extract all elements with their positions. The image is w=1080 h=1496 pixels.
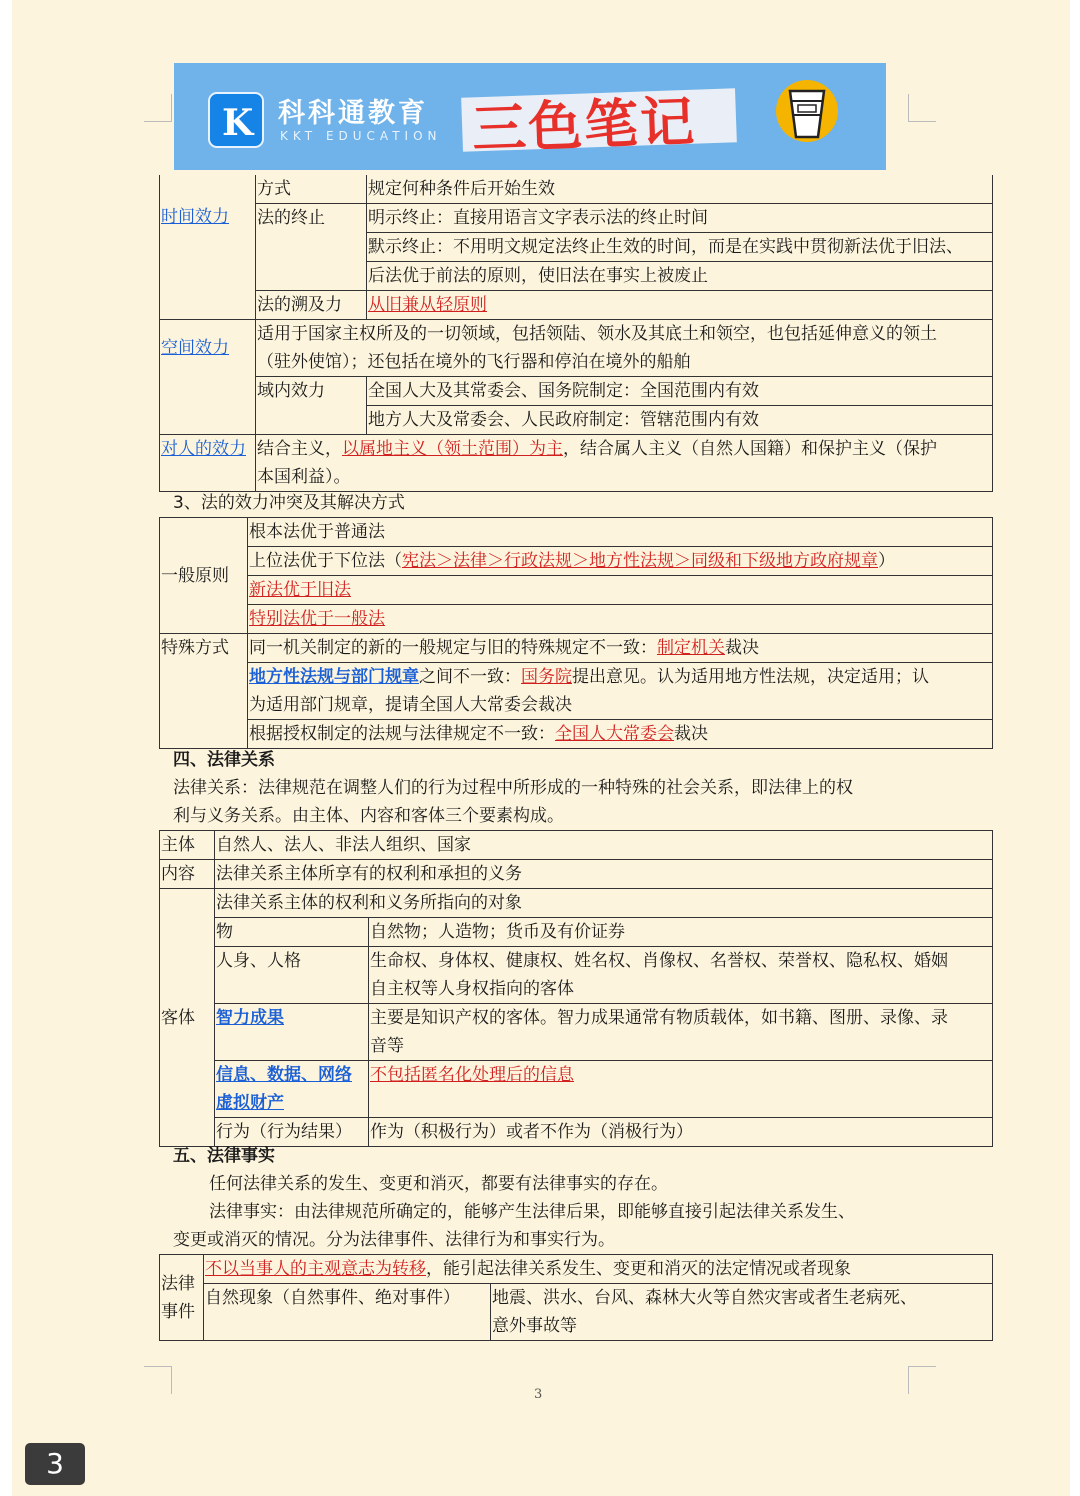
table-cell: 为适用部门规章，提请全国人大常委会裁决	[248, 691, 993, 720]
table-cell: 适用于国家主权所及的一切领域，包括领陆、领水及其底土和领空，也包括延伸意义的领土	[256, 320, 993, 349]
table-cell: 结合主义，以属地主义（领土范围）为主，结合属人主义（自然人国籍）和保护主义（保护	[256, 435, 993, 464]
person-validity-label-cell	[160, 435, 256, 492]
retroactivity-principle: 从旧兼从轻原则	[368, 295, 487, 315]
table-cell: 不包括匿名化处理后的信息	[369, 1061, 993, 1118]
table-cell: 明示终止：直接用语言文字表示法的终止时间	[367, 204, 993, 233]
slogan-title: 三色笔记	[471, 90, 698, 161]
legal-relation-table	[159, 830, 993, 1147]
object-label: 客体	[160, 889, 215, 1147]
table-cell: 根据授权制定的法规与法律规定不一致：全国人大常委会裁决	[248, 720, 993, 749]
table-cell: 自然人、法人、非法人组织、国家	[215, 831, 993, 860]
legal-event-table	[159, 1254, 993, 1341]
table-cell: 默示终止：不用明文规定法终止生效的时间，而是在实践中贯彻新法优于旧法、	[367, 233, 993, 262]
time-validity-label-cell	[160, 175, 256, 320]
table-cell: 作为（积极行为）或者不作为（消极行为）	[369, 1118, 993, 1147]
table-cell: 根本法优于普通法	[248, 518, 993, 547]
table-cell: 上位法优于下位法（宪法＞法律＞行政法规＞地方性法规＞同级和下级地方政府规章）	[248, 547, 993, 576]
table-cell: 规定何种条件后开始生效	[367, 175, 993, 204]
table-cell: 方式	[256, 175, 367, 204]
table-cell: 后法优于前法的原则，使旧法在事实上被废止	[367, 262, 993, 291]
table-cell: （驻外使馆）；还包括在境外的飞行器和停泊在境外的船舶	[256, 348, 993, 377]
table-cell: 行为（行为结果）	[215, 1118, 369, 1147]
page-number: 3	[534, 1387, 543, 1402]
person-validity-label: 对人的效力	[161, 439, 246, 459]
conflict-heading: 3、法的效力冲突及其解决方式	[173, 493, 405, 513]
table-cell: 生命权、身体权、健康权、姓名权、肖像权、名誉权、荣誉权、隐私权、婚姻	[369, 947, 993, 976]
header-banner	[174, 63, 886, 170]
table-cell: 地震、洪水、台风、森林大火等自然灾害或者生老病死、	[491, 1284, 993, 1313]
table-cell: 同一机关制定的新的一般规定与旧的特殊规定不一致：制定机关裁决	[248, 634, 993, 663]
table-cell: 地方人大及常委会、人民政府制定：管辖范围内有效	[367, 406, 993, 435]
table-cell	[367, 291, 993, 320]
table-cell: 本国利益）。	[256, 463, 993, 492]
section5-heading: 五、法律事实	[173, 1146, 275, 1166]
table-cell: 域内效力	[256, 377, 367, 435]
table-cell: 自然现象（自然事件、绝对事件）	[204, 1284, 491, 1341]
space-validity-label: 空间效力	[161, 338, 229, 358]
table-cell: 虚拟财产	[215, 1089, 369, 1118]
brand-logo: K	[208, 92, 264, 148]
table-cell: 新法优于旧法	[248, 576, 993, 605]
general-principle-label: 一般原则	[160, 518, 248, 634]
section4-heading: 四、法律关系	[173, 750, 275, 770]
page-badge[interactable]: 3	[25, 1443, 85, 1485]
table-cell: 智力成果	[215, 1004, 369, 1061]
special-method-label: 特殊方式	[160, 634, 248, 749]
time-validity-label: 时间效力	[161, 207, 229, 227]
table-cell: 法律关系主体的权利和义务所指向的对象	[215, 889, 993, 918]
crop-mark	[908, 1366, 936, 1394]
section5-paragraph: 任何法律关系的发生、变更和消灭，都要有法律事实的存在。	[209, 1174, 668, 1194]
table-cell: 法律关系主体所享有的权利和承担的义务	[215, 860, 993, 889]
table-cell: 音等	[369, 1032, 993, 1061]
section5-paragraph: 法律事实：由法律规范所确定的，能够产生法律后果，即能够直接引起法律关系发生、	[209, 1202, 855, 1222]
table-cell: 地方性法规与部门规章之间不一致：国务院提出意见。认为适用地方性法规，决定适用；认	[248, 663, 993, 692]
brand-name-en: KKT EDUCATION	[280, 129, 442, 143]
cup-icon	[774, 75, 840, 147]
content-label: 内容	[160, 860, 215, 889]
table-cell: 自然物；人造物；货币及有价证券	[369, 918, 993, 947]
space-validity-label-cell	[160, 320, 256, 435]
legal-event-label: 法律 事件	[160, 1255, 204, 1341]
subject-label: 主体	[160, 831, 215, 860]
table-cell: 法的终止	[256, 204, 367, 291]
table-cell: 特别法优于一般法	[248, 605, 993, 634]
table-cell: 不以当事人的主观意志为转移，能引起法律关系发生、变更和消灭的法定情况或者现象	[204, 1255, 993, 1284]
section4-paragraph: 利与义务关系。由主体、内容和客体三个要素构成。	[173, 806, 564, 826]
brand-name: 科科通教育	[278, 98, 428, 129]
table-cell: 物	[215, 918, 369, 947]
table-cell: 主要是知识产权的客体。智力成果通常有物质载体，如书籍、图册、录像、录	[369, 1004, 993, 1033]
conflict-table	[159, 517, 993, 749]
crop-mark	[908, 94, 936, 122]
section5-paragraph: 变更或消灭的情况。分为法律事件、法律行为和事实行为。	[173, 1230, 615, 1250]
table-cell: 信息、数据、网络	[215, 1061, 369, 1090]
table-cell: 全国人大及其常委会、国务院制定：全国范围内有效	[367, 377, 993, 406]
table-cell: 法的溯及力	[256, 291, 367, 320]
section4-paragraph: 法律关系：法律规范在调整人们的行为过程中所形成的一种特殊的社会关系，即法律上的权	[173, 778, 853, 798]
crop-mark	[144, 94, 172, 122]
table-cell: 自主权等人身权指向的客体	[369, 975, 993, 1004]
validity-table	[159, 175, 993, 492]
crop-mark	[144, 1366, 172, 1394]
table-cell: 意外事故等	[491, 1312, 993, 1341]
table-cell: 人身、人格	[215, 947, 369, 1004]
